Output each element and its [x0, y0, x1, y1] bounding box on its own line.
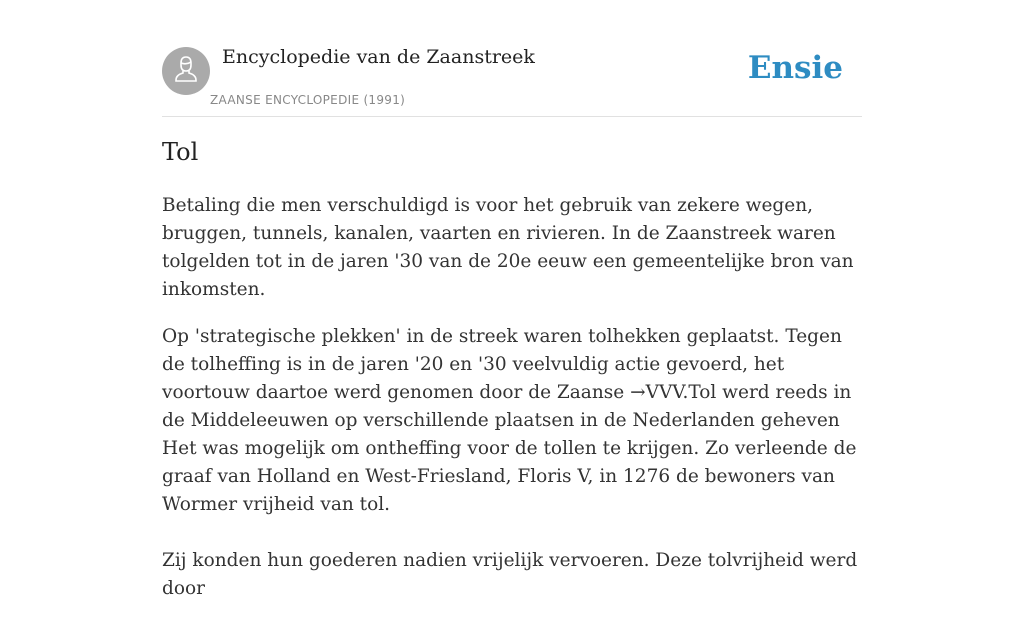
source-header: [162, 40, 862, 117]
article-paragraph-3: Zij konden hun goederen nadien vrijelijk vervoeren. Deze tolvrijheid werd door: [162, 550, 858, 599]
user-icon: [171, 54, 201, 89]
article-body: [162, 192, 862, 622]
article-paragraph-2: [162, 323, 862, 519]
paragraph-text: .Tol werd reeds in de Middeleeuwen op verschillende plaatsen in de Nederlanden geheven Het was mogelijk om ontheffing voor de tollen te krijgen. Zo verleende de graaf van Holland en West-Friesland, Floris V, in 1276 de bewoners van Wormer vrijheid van tol.: [162, 382, 857, 515]
source-subtitle[interactable]: ZAANSE ENCYCLOPEDIE (1991): [210, 93, 406, 107]
source-avatar[interactable]: [162, 47, 210, 95]
paragraph-text: Op 'strategische plekken' in de streek waren tolhekken geplaatst. Tegen de tolheffing is in de jaren '20 en '30 veelvuldig actie gevoerd, het voortouw daartoe werd genomen door de Zaanse: [162, 326, 842, 403]
source-title[interactable]: Encyclopedie van de Zaanstreek: [222, 46, 535, 68]
ensie-logo[interactable]: Ensie: [747, 50, 843, 86]
vvv-link[interactable]: →VVV: [630, 382, 683, 403]
article-paragraph-1: Betaling die men verschuldigd is voor het gebruik van zekere wegen, bruggen, tunnels, kanalen, vaarten en rivieren. In de Zaanstreek waren tolgelden tot in de jaren '30 van de 20e eeuw een gemeentelijke bron van inkomsten.: [162, 195, 854, 300]
article-title: Tol: [162, 138, 199, 166]
